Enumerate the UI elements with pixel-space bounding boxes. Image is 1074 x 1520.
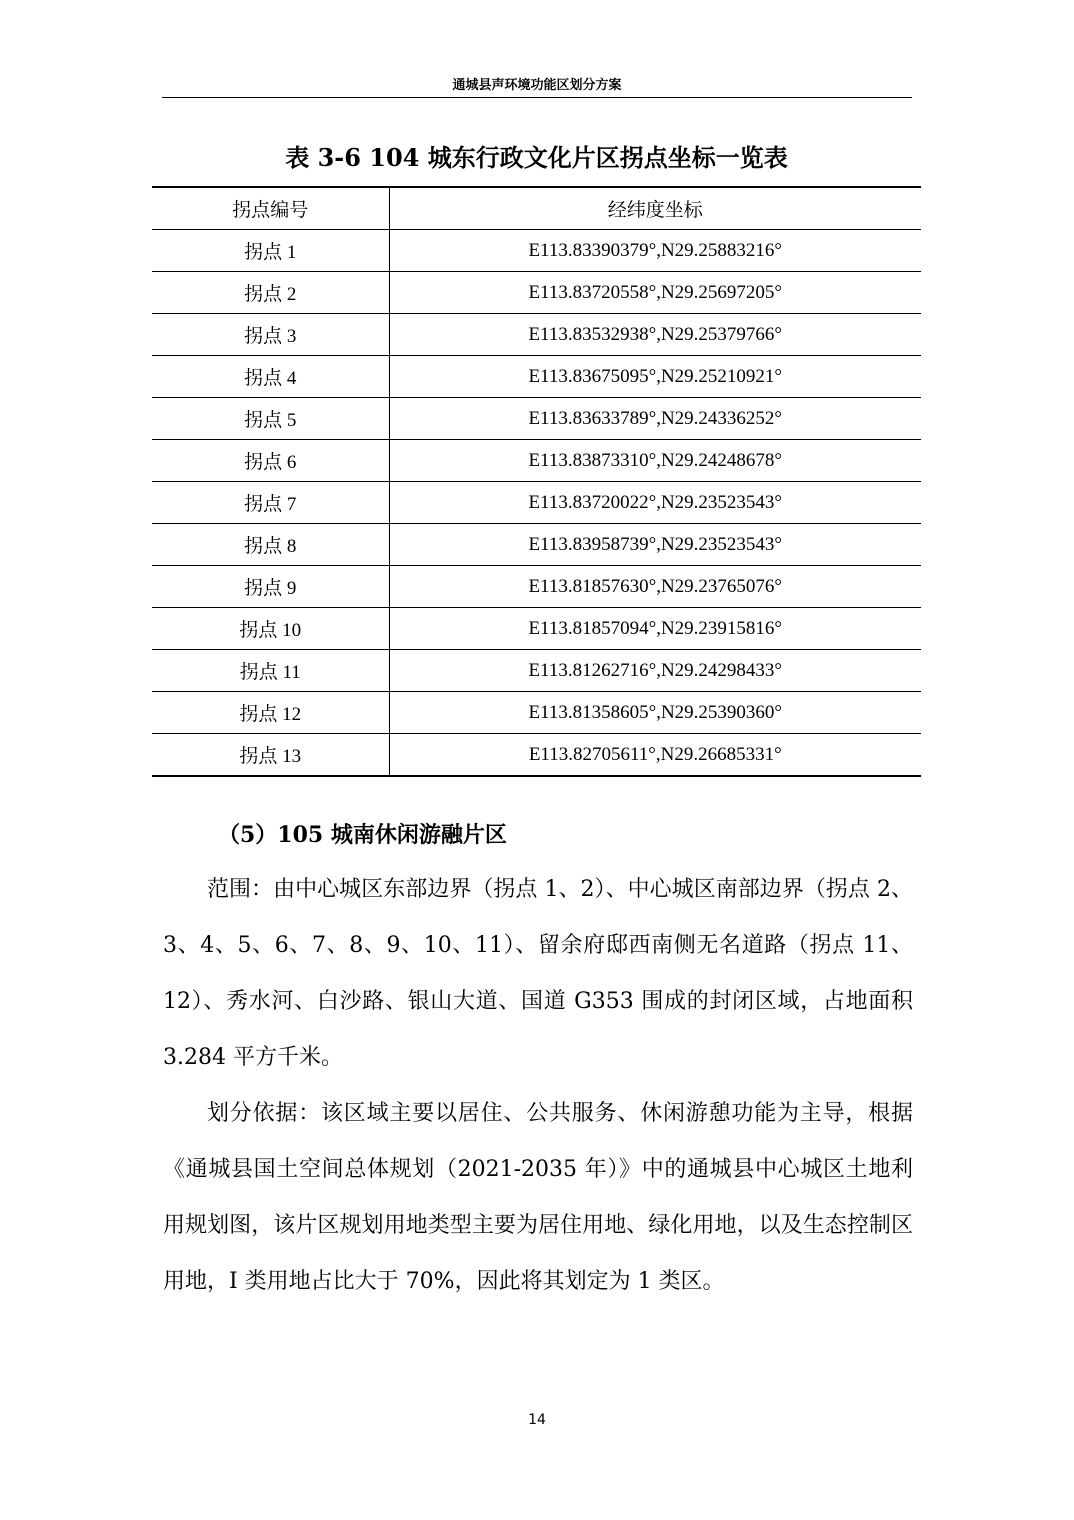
coordinate-cell: E113.81857630°,N29.23765076° (389, 566, 921, 608)
table-row (152, 272, 921, 314)
coordinate-cell: E113.81262716°,N29.24298433° (389, 650, 921, 692)
point-id-cell: 拐点 6 (152, 440, 389, 482)
coordinate-cell: E113.83958739°,N29.23523543° (389, 524, 921, 566)
header-divider (162, 97, 912, 98)
table-title: 表 3-6 104 城东行政文化片区拐点坐标一览表 (285, 143, 788, 172)
coordinate-cell: E113.82705611°,N29.26685331° (389, 734, 921, 777)
table-row (152, 230, 921, 272)
coordinate-cell: E113.81857094°,N29.23915816° (389, 608, 921, 650)
basis-paragraph: 划分依据：该区域主要以居住、公共服务、休闲游憩功能为主导，根据《通城县国土空间总体规划（2021-2035 年）》中的通城县中心城区土地利用规划图，该片区规划用地类型主要为居住用地、绿化用地，以及生态控制区用地，I 类用地占比大于 70%，因此将其划定为 1 类区。 (163, 1101, 913, 1294)
point-id-cell: 拐点 5 (152, 398, 389, 440)
point-id-cell: 拐点 2 (152, 272, 389, 314)
point-id-cell: 拐点 7 (152, 482, 389, 524)
table-row (152, 524, 921, 566)
section-heading: （5）105 城南休闲游融片区 (218, 822, 507, 848)
coordinate-cell: E113.83675095°,N29.25210921° (389, 356, 921, 398)
point-id-cell: 拐点 1 (152, 230, 389, 272)
coordinate-cell: E113.83633789°,N29.24336252° (389, 398, 921, 440)
coordinate-cell: E113.83720022°,N29.23523543° (389, 482, 921, 524)
point-id-cell: 拐点 9 (152, 566, 389, 608)
page-number: 14 (528, 1412, 546, 1428)
coordinate-cell: E113.83873310°,N29.24248678° (389, 440, 921, 482)
table-header-row (152, 187, 921, 230)
point-id-cell: 拐点 8 (152, 524, 389, 566)
table-row (152, 398, 921, 440)
coordinate-cell: E113.83532938°,N29.25379766° (389, 314, 921, 356)
point-id-cell: 拐点 10 (152, 608, 389, 650)
point-id-cell: 拐点 11 (152, 650, 389, 692)
point-id-cell: 拐点 12 (152, 692, 389, 734)
coordinate-cell: E113.81358605°,N29.25390360° (389, 692, 921, 734)
table-row (152, 692, 921, 734)
coordinate-table (152, 186, 921, 777)
column-header-coordinates: 经纬度坐标 (389, 187, 921, 230)
point-id-cell: 拐点 3 (152, 314, 389, 356)
running-header: 通城县声环境功能区划分方案 (452, 78, 622, 93)
table-row (152, 650, 921, 692)
table-row (152, 734, 921, 777)
point-id-cell: 拐点 13 (152, 734, 389, 777)
table-row (152, 314, 921, 356)
coordinate-cell: E113.83720558°,N29.25697205° (389, 272, 921, 314)
table-row (152, 356, 921, 398)
table-row (152, 440, 921, 482)
coordinate-cell: E113.83390379°,N29.25883216° (389, 230, 921, 272)
table-row (152, 566, 921, 608)
column-header-point-id: 拐点编号 (152, 187, 389, 230)
scope-paragraph: 范围：由中心城区东部边界（拐点 1、2）、中心城区南部边界（拐点 2、3、4、5、6、7、8、9、10、11）、留余府邸西南侧无名道路（拐点 11、12）、秀水河、白沙路、银山大道、国道 G353 围成的封闭区域，占地面积 3.284 平方千米。 (163, 877, 913, 1070)
table-row (152, 608, 921, 650)
point-id-cell: 拐点 4 (152, 356, 389, 398)
table-row (152, 482, 921, 524)
